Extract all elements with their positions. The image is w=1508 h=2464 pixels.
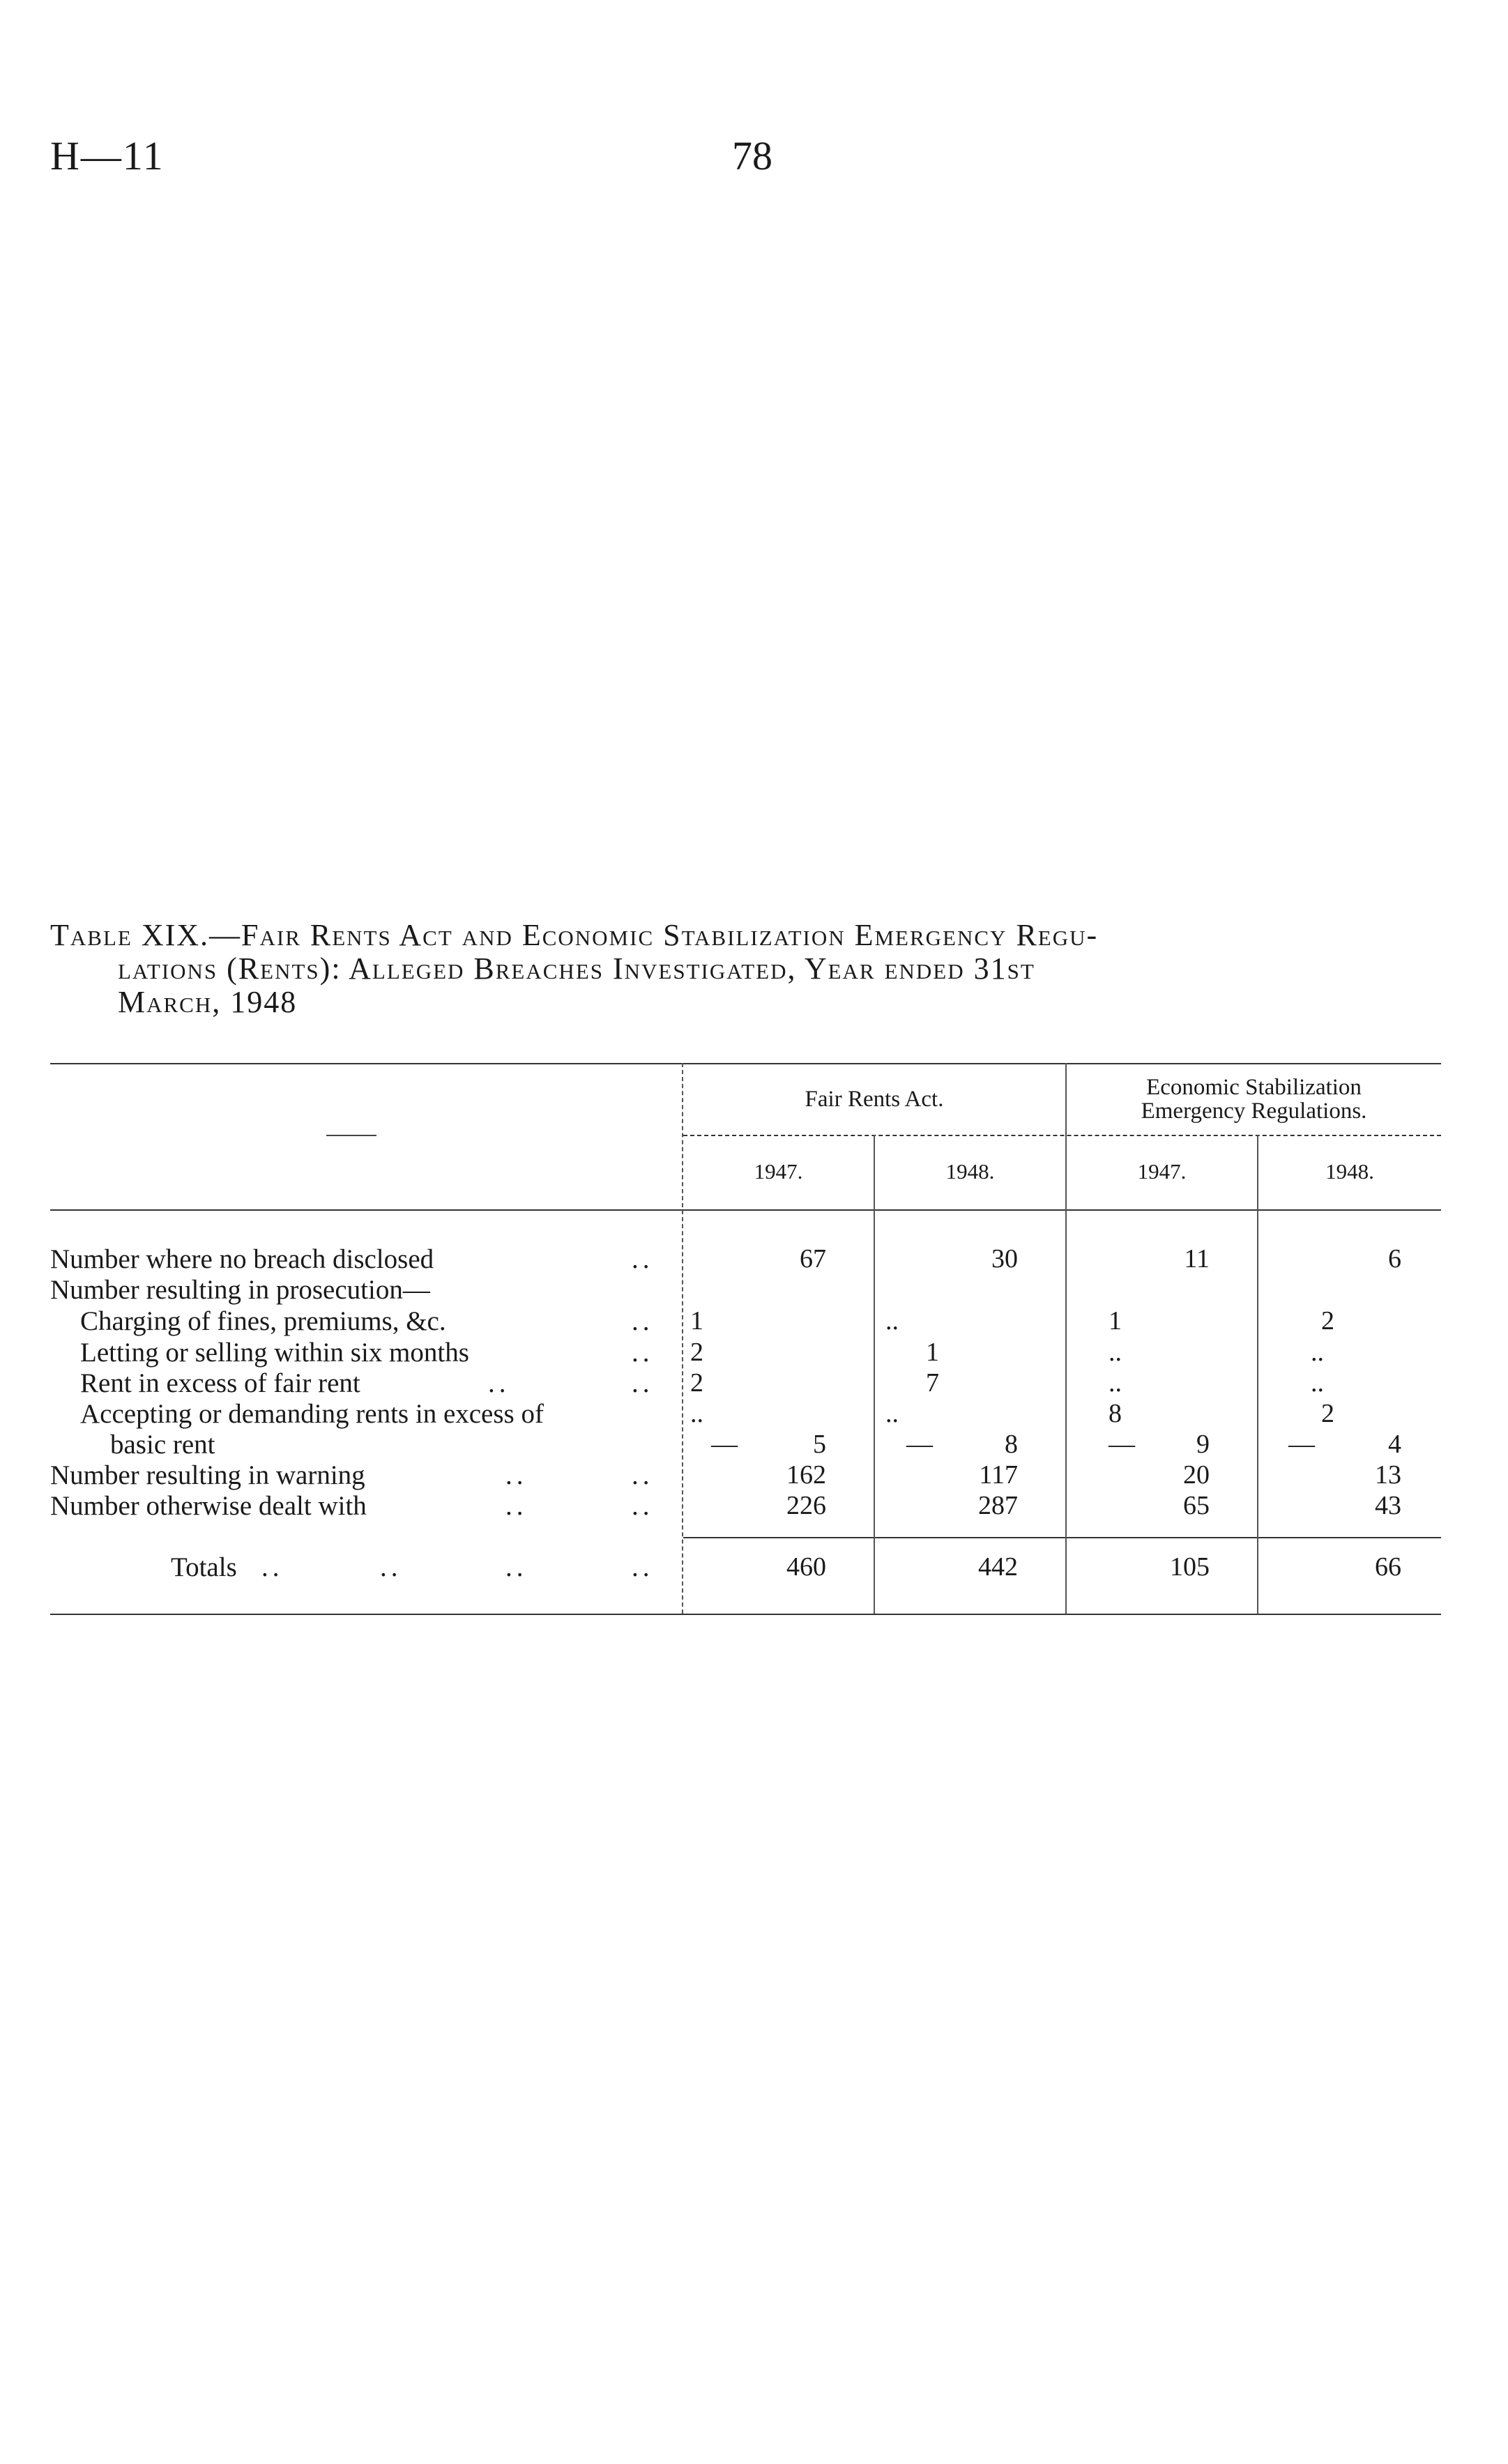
- stub-column-rule: [682, 1063, 683, 1614]
- cell-otherwise-esr-1948: 43: [1375, 1491, 1401, 1520]
- table-bottom-rule: [50, 1614, 1441, 1615]
- cell-totals-esr-1948: 66: [1375, 1552, 1401, 1582]
- group-header-rule: [683, 1135, 1441, 1136]
- cell-totals-esr-1947: 105: [1170, 1552, 1210, 1582]
- stub-header-dash: [326, 1135, 376, 1136]
- row-label-warning: Number resulting in warning: [50, 1460, 365, 1490]
- row-leader: ..: [261, 1552, 284, 1582]
- row-leader: ..: [505, 1552, 528, 1582]
- row-label-letting: Letting or selling within six months: [80, 1338, 469, 1368]
- cell-totals-fr-1948: 442: [978, 1552, 1018, 1582]
- cell-prosecution-fr-1948: 8: [1005, 1430, 1018, 1459]
- cell-otherwise-fr-1948: 287: [978, 1491, 1018, 1520]
- cell-warning-fr-1948: 117: [979, 1460, 1018, 1490]
- page-number: 78: [732, 133, 772, 178]
- row-label-accepting: Accepting or demanding rents in excess of: [80, 1399, 544, 1429]
- cell-no-breach-esr-1948: 6: [1388, 1244, 1401, 1273]
- title-line-3: March, 1948: [118, 985, 298, 1019]
- cell-no-breach-esr-1947: 11: [1184, 1244, 1210, 1273]
- year-esr-1948: 1948.: [1325, 1159, 1374, 1184]
- row-label-prosecution: Number resulting in prosecution—: [50, 1275, 430, 1305]
- row-label-excess-fair-rent: Rent in excess of fair rent: [80, 1368, 360, 1398]
- cell-letting-esr-1947: ..: [1109, 1338, 1122, 1367]
- row-label-otherwise: Number otherwise dealt with: [50, 1491, 367, 1521]
- row-leader: ..: [632, 1368, 654, 1398]
- row-leader: ..: [632, 1552, 654, 1582]
- row-leader: ..: [505, 1460, 528, 1490]
- cell-otherwise-esr-1947: 65: [1183, 1491, 1210, 1520]
- cell-excess-esr-1948: ..: [1311, 1368, 1324, 1398]
- document-code: H—11: [50, 133, 165, 178]
- cell-excess-fr-1948: 7: [926, 1368, 939, 1398]
- row-leader: ..: [632, 1306, 654, 1336]
- group-divider-rule: [1065, 1063, 1067, 1614]
- table-top-rule: [50, 1063, 1441, 1064]
- title-line-2: lations (Rents): Alleged Breaches Investigated, Year ended 31st: [118, 951, 1035, 986]
- sum-dash: —: [906, 1430, 933, 1459]
- row-leader: ..: [505, 1491, 528, 1521]
- cell-warning-esr-1948: 13: [1375, 1460, 1401, 1490]
- group-esr-line-2: Emergency Regulations.: [1141, 1099, 1367, 1124]
- row-leader: ..: [380, 1552, 402, 1582]
- year-fr-1947: 1947.: [754, 1159, 803, 1184]
- row-label-no-breach: Number where no breach disclosed: [50, 1244, 434, 1274]
- cell-accepting-fr-1948: ..: [885, 1399, 899, 1428]
- row-label-fines: Charging of fines, premiums, &c.: [80, 1306, 446, 1336]
- cell-fines-fr-1948: ..: [885, 1306, 899, 1336]
- cell-accepting-esr-1948: 2: [1321, 1399, 1334, 1428]
- cell-letting-fr-1948: 1: [926, 1338, 939, 1367]
- sum-dash: —: [1109, 1430, 1135, 1459]
- cell-fines-esr-1948: 2: [1321, 1306, 1334, 1336]
- cell-no-breach-fr-1947: 67: [800, 1244, 826, 1273]
- cell-totals-fr-1947: 460: [786, 1552, 826, 1582]
- esr-year-rule: [1257, 1135, 1258, 1614]
- cell-accepting-esr-1947: 8: [1109, 1399, 1122, 1428]
- cell-fines-esr-1947: 1: [1109, 1306, 1122, 1336]
- cell-prosecution-esr-1947: 9: [1196, 1430, 1210, 1459]
- row-leader: ..: [632, 1491, 654, 1521]
- group-esr-line-1: Economic Stabilization: [1146, 1075, 1362, 1100]
- sum-dash: —: [1288, 1430, 1315, 1459]
- cell-prosecution-esr-1948: 4: [1388, 1430, 1401, 1459]
- sum-dash: —: [711, 1430, 738, 1459]
- fair-rents-year-rule: [874, 1135, 875, 1614]
- group-economic-stabilization: [1067, 1076, 1441, 1123]
- row-label-totals: Totals: [171, 1552, 237, 1582]
- cell-accepting-fr-1947: ..: [690, 1399, 703, 1428]
- cell-excess-esr-1947: ..: [1109, 1368, 1122, 1398]
- row-leader: ..: [488, 1368, 510, 1398]
- row-label-basic-rent: basic rent: [110, 1430, 215, 1460]
- cell-warning-esr-1947: 20: [1183, 1460, 1210, 1490]
- row-leader: ..: [632, 1460, 654, 1490]
- cell-letting-fr-1947: 2: [690, 1338, 703, 1367]
- cell-letting-esr-1948: ..: [1311, 1338, 1324, 1367]
- row-leader: ..: [632, 1338, 654, 1368]
- header-bottom-rule: [50, 1209, 1441, 1211]
- title-line-1: Table XIX.—Fair Rents Act and Economic Stabilization Emergency Regu-: [50, 918, 1099, 952]
- year-esr-1947: 1947.: [1137, 1159, 1187, 1184]
- row-leader: ..: [632, 1244, 654, 1274]
- cell-fines-fr-1947: 1: [690, 1306, 703, 1336]
- cell-no-breach-fr-1948: 30: [991, 1244, 1018, 1273]
- cell-excess-fr-1947: 2: [690, 1368, 703, 1398]
- group-fair-rents-act: Fair Rents Act.: [805, 1087, 944, 1112]
- year-fr-1948: 1948.: [945, 1159, 995, 1184]
- cell-warning-fr-1947: 162: [786, 1460, 826, 1490]
- cell-prosecution-fr-1947: 5: [813, 1430, 826, 1459]
- table-title: [50, 919, 1452, 1019]
- cell-otherwise-fr-1947: 226: [786, 1491, 826, 1520]
- totals-top-rule: [683, 1537, 1441, 1538]
